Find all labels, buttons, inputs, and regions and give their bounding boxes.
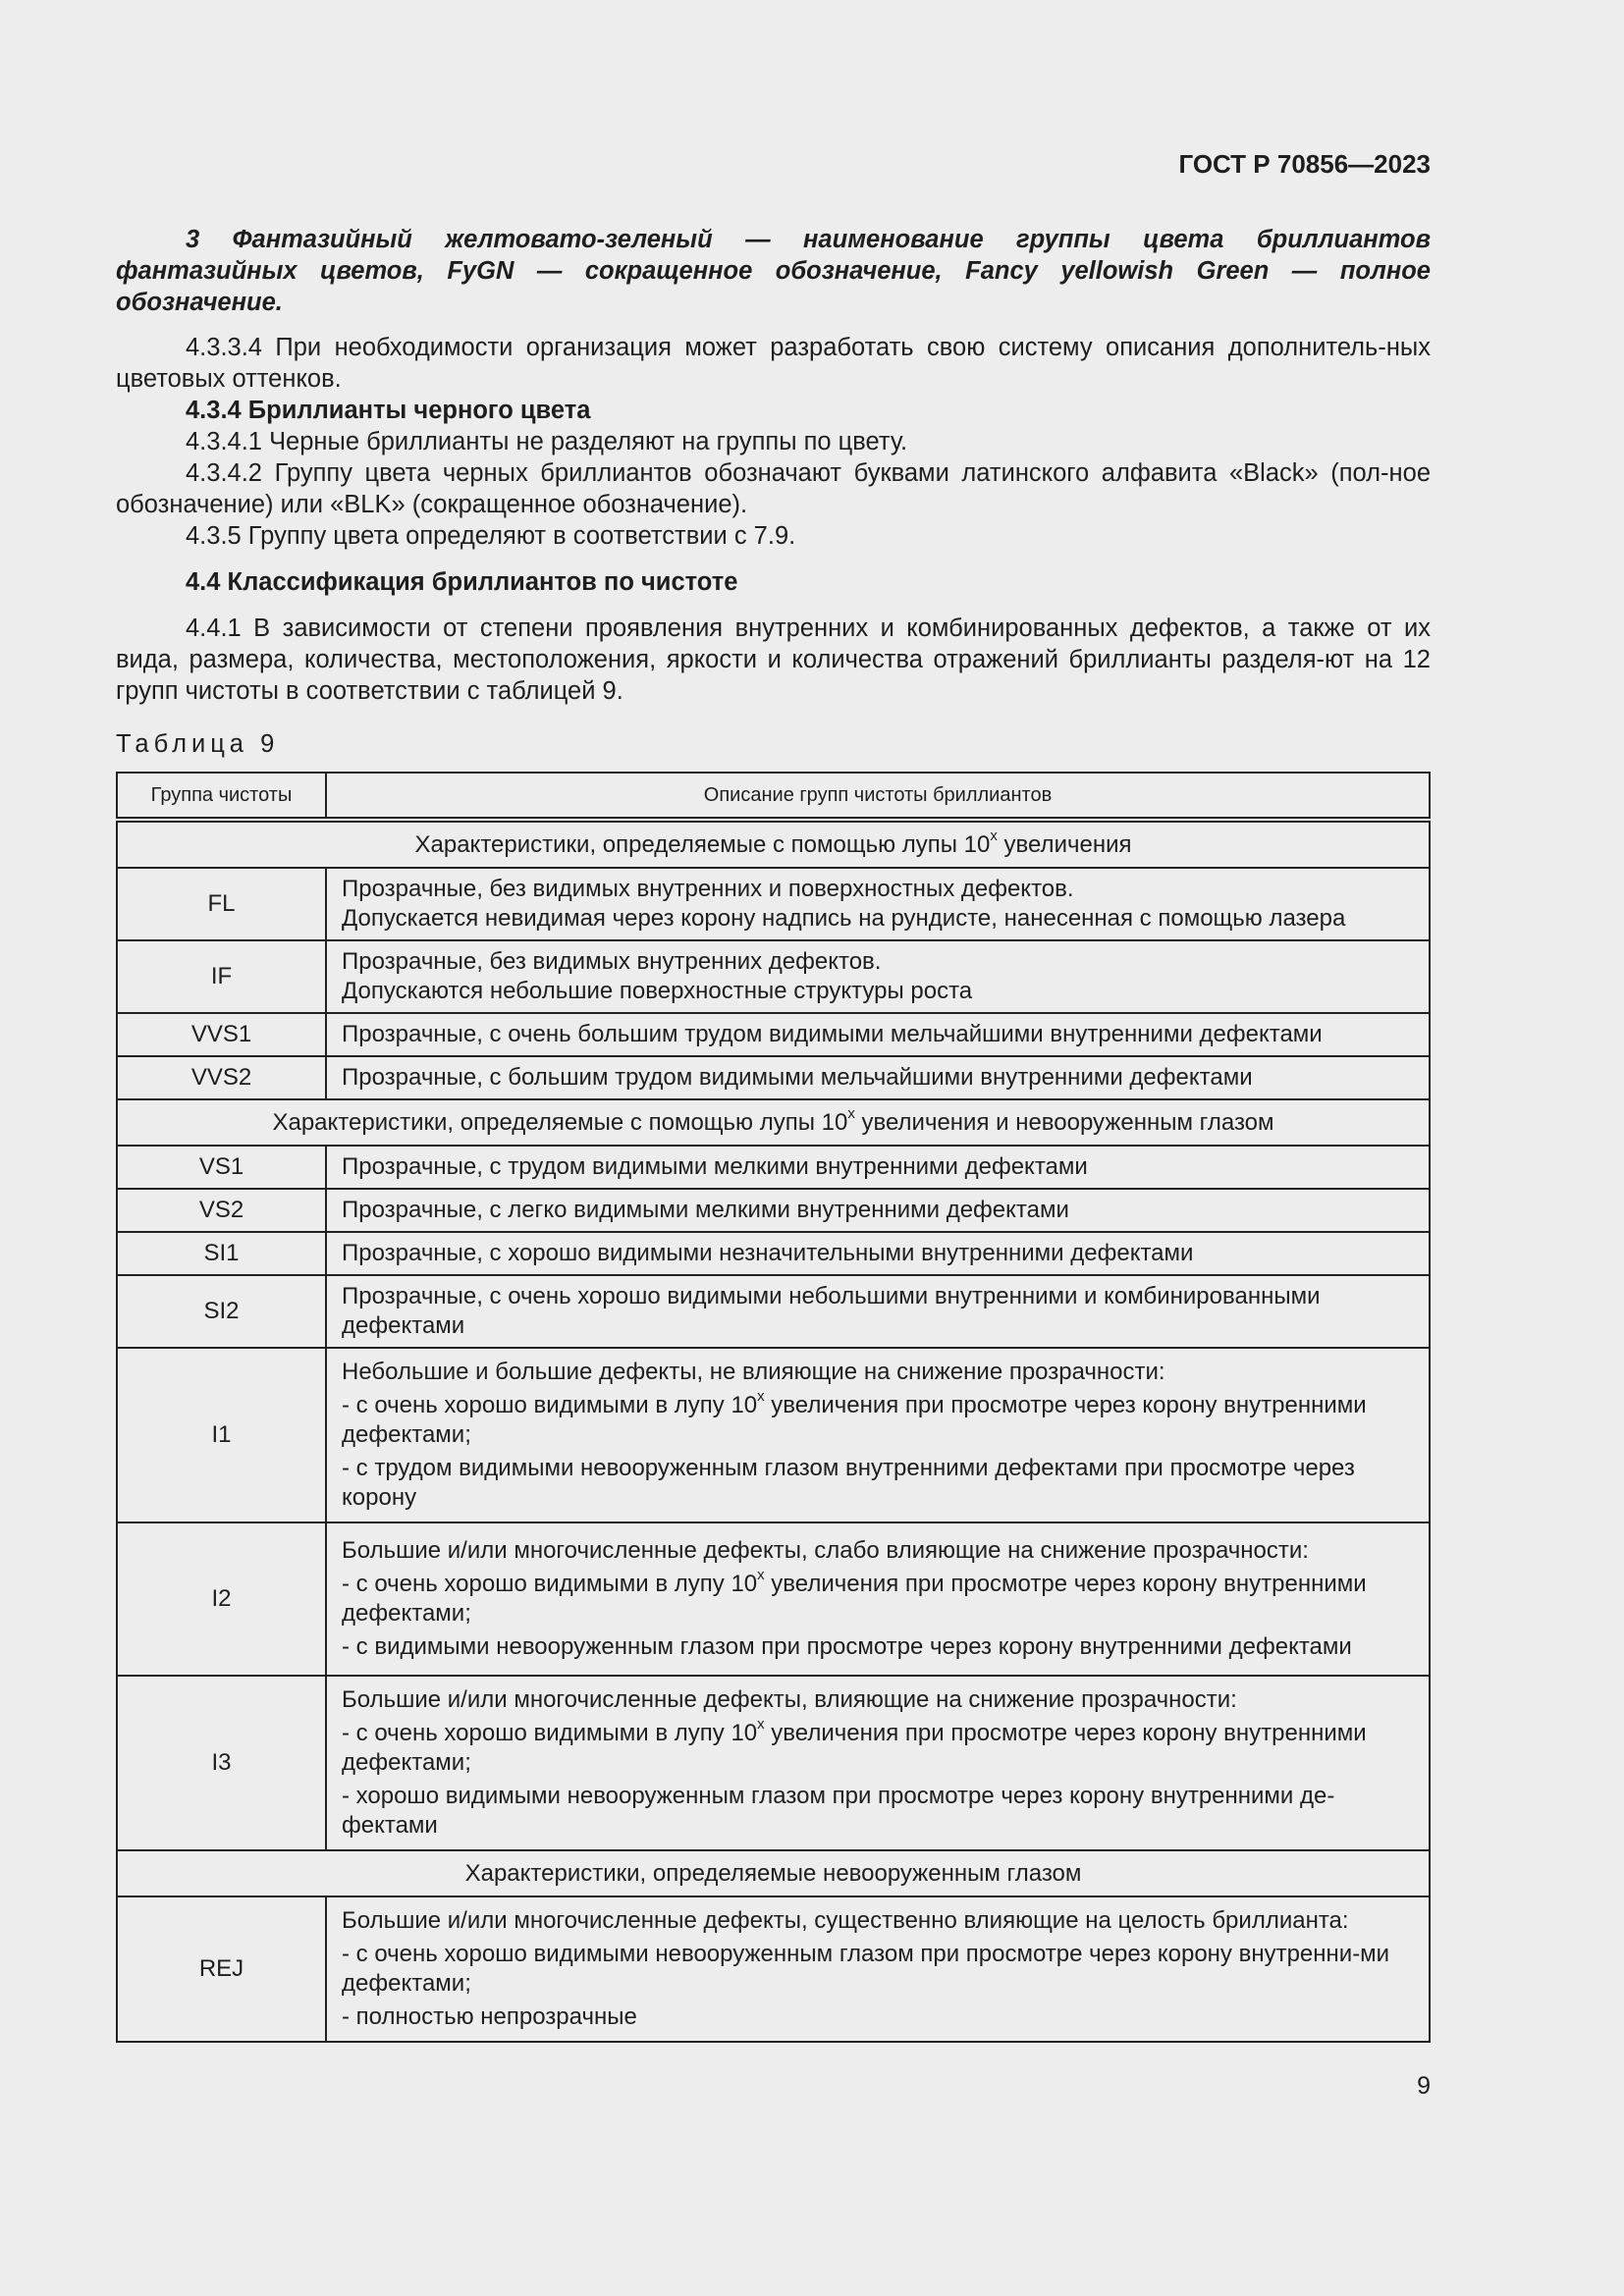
paragraph-4-3-3-4: 4.3.3.4 При необходимости организация может разработать свою систему описания дополнитель-ных цветовых оттенков.: [116, 334, 1431, 393]
clarity-code: SI2: [117, 1275, 326, 1348]
table-row: [117, 1676, 1430, 1850]
color-group-note: 3 Фантазийный желтовато-зеленый — наименование группы цвета бриллиантов фантазийных цветов, FyGN — сокращенное обозначение, Fancy yellowish Green — полное обозначение.: [116, 226, 1431, 316]
column-header-description: Описание групп чистоты бриллиантов: [326, 773, 1430, 820]
clarity-code: I2: [117, 1522, 326, 1676]
clarity-groups-table: [116, 772, 1431, 2043]
superscript-x: x: [757, 1388, 765, 1405]
paragraph-4-3-5: 4.3.5 Группу цвета определяют в соответствии с 7.9.: [186, 522, 796, 550]
table-row: [117, 1189, 1430, 1232]
paragraph-4-3-4-1: 4.3.4.1 Черные бриллианты не разделяют на группы по цвету.: [186, 428, 908, 455]
paragraph-4-4-1: 4.4.1 В зависимости от степени проявления внутренних и комбинированных дефектов, а также от их вида, размера, количества, местоположения, яркости и количества отражений бриллианты разделя-ют на 12 групп чистоты в соответствии с таблицей 9.: [116, 614, 1431, 705]
table-row: [117, 1348, 1430, 1522]
table-row: [117, 1013, 1430, 1056]
clarity-code: VVS1: [117, 1013, 326, 1056]
table-header-row: [117, 773, 1430, 820]
clarity-description: Прозрачные, с трудом видимыми мелкими внутренними дефектами: [326, 1146, 1430, 1189]
clarity-description: Большие и/или многочисленные дефекты, слабо влияющие на снижение прозрачности: - с очень хорошо видимыми в лупу 10$^x$ увеличения при просмотре через корону внутренними дефектами; - с видимыми невооруженным глазом при просмотре через корону внутренними дефектами: [326, 1522, 1430, 1676]
clarity-description: Прозрачные, без видимых внутренних дефектов. Допускаются небольшие поверхностные структуры роста: [326, 940, 1430, 1013]
table-row: [117, 1056, 1430, 1099]
clarity-description: Небольшие и большие дефекты, не влияющие на снижение прозрачности: - с очень хорошо видимыми в лупу 10$^x$ увеличения при просмотре через корону внутренними дефектами; - с трудом видимыми невооруженным глазом внутренними дефектами при просмотре через корону: [326, 1348, 1430, 1522]
clarity-description: Большие и/или многочисленные дефекты, влияющие на снижение прозрачности: - с очень хорошо видимыми в лупу 10$^x$ увеличения при просмотре через корону внутренними дефектами; - хорошо видимыми невооруженным глазом при просмотре через корону внутренними де-фектами: [326, 1676, 1430, 1850]
clarity-code: IF: [117, 940, 326, 1013]
clarity-description: Прозрачные, с большим трудом видимыми мельчайшими внутренними дефектами: [326, 1056, 1430, 1099]
table-row: [117, 1522, 1430, 1676]
clarity-description: Прозрачные, с легко видимыми мелкими внутренними дефектами: [326, 1189, 1430, 1232]
section-row-loupe-and-eye: [117, 1099, 1430, 1146]
section-heading: Характеристики, определяемые невооруженным глазом: [117, 1850, 1430, 1896]
clarity-description: Прозрачные, с очень большим трудом видимыми мельчайшими внутренними дефектами: [326, 1013, 1430, 1056]
clarity-code: I1: [117, 1348, 326, 1522]
heading-4-4: 4.4 Классификация бриллиантов по чистоте: [186, 568, 738, 596]
column-header-group: Группа чистоты: [117, 773, 326, 820]
table-row: [117, 1275, 1430, 1348]
clarity-description: Прозрачные, с хорошо видимыми незначительными внутренними дефектами: [326, 1232, 1430, 1275]
page-number: 9: [1417, 2072, 1431, 2100]
heading-4-3-4: 4.3.4 Бриллианты черного цвета: [186, 397, 591, 424]
superscript-x: x: [847, 1104, 855, 1122]
section-heading: Характеристики, определяемые с помощью лупы 10$^x$ увеличения: [117, 820, 1430, 868]
table-row: [117, 1146, 1430, 1189]
section-row-naked-eye: [117, 1850, 1430, 1896]
clarity-code: VS2: [117, 1189, 326, 1232]
clarity-code: VS1: [117, 1146, 326, 1189]
section-heading: Характеристики, определяемые с помощью лупы 10$^x$ увеличения и невооруженным глазом: [117, 1099, 1430, 1146]
clarity-code: VVS2: [117, 1056, 326, 1099]
superscript-x: x: [757, 1567, 765, 1583]
clarity-description: Прозрачные, без видимых внутренних и поверхностных дефектов. Допускается невидимая через корону надпись на рундисте, нанесенная с помощью лазера: [326, 868, 1430, 940]
table-caption: Таблица 9: [116, 730, 280, 758]
table-row: [117, 1232, 1430, 1275]
clarity-description: Прозрачные, с очень хорошо видимыми небольшими внутренними и комбинированными дефектами: [326, 1275, 1430, 1348]
paragraph-4-3-4-2: 4.3.4.2 Группу цвета черных бриллиантов обозначают буквами латинского алфавита «Black» (пол-ное обозначение) или «BLK» (сокращенное обозначение).: [116, 459, 1431, 518]
clarity-code: SI1: [117, 1232, 326, 1275]
table-row: [117, 940, 1430, 1013]
clarity-code: REJ: [117, 1896, 326, 2042]
table-row: [117, 1896, 1430, 2042]
document-body: [116, 224, 1431, 2043]
clarity-code: FL: [117, 868, 326, 940]
superscript-x: x: [990, 827, 998, 844]
table-row: [117, 868, 1430, 940]
clarity-code: I3: [117, 1676, 326, 1850]
superscript-x: x: [757, 1716, 765, 1733]
document-header: ГОСТ Р 70856—2023: [1178, 149, 1431, 179]
clarity-description: Большие и/или многочисленные дефекты, существенно влияющие на целость бриллианта: - с очень хорошо видимыми невооруженным глазом при просмотре через корону внутренни-ми дефектами; - полностью непрозрачные: [326, 1896, 1430, 2042]
section-row-loupe: [117, 820, 1430, 868]
